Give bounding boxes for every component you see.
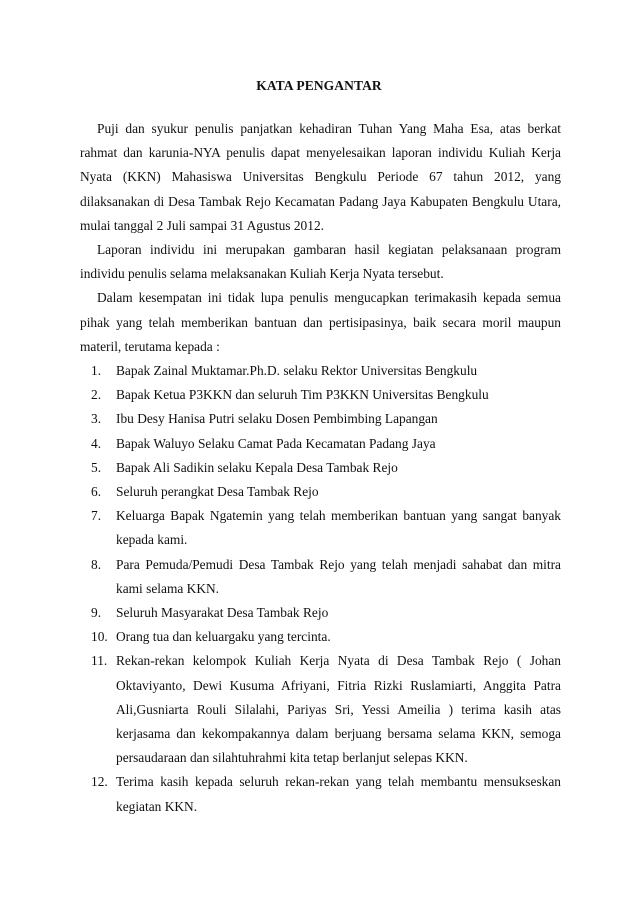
page-title: KATA PENGANTAR xyxy=(256,78,382,93)
list-item-text: Bapak Waluyo Selaku Camat Pada Kecamatan Padang Jaya xyxy=(116,435,436,451)
list-item xyxy=(80,601,561,625)
paragraph-report-description: Laporan individu ini merupakan gambaran hasil kegiatan pelaksanaan program individu penulis selama melaksanakan Kuliah Kerja Nyata tersebut. xyxy=(80,242,561,282)
list-item-number: 9. xyxy=(91,605,102,621)
list-item xyxy=(80,432,561,456)
list-item-number: 11. xyxy=(91,653,108,669)
list-item xyxy=(80,625,561,649)
list-item-text: Para Pemuda/Pemudi Desa Tambak Rejo yang telah menjadi sahabat dan mitra kami selama KKN. xyxy=(116,556,561,596)
list-item-text: Keluarga Bapak Ngatemin yang telah memberikan bantuan yang sangat banyak kepada kami. xyxy=(116,508,561,548)
list-item xyxy=(80,553,561,601)
list-item xyxy=(80,456,561,480)
list-item xyxy=(80,407,561,431)
list-item-number: 8. xyxy=(91,556,102,572)
list-item-number: 6. xyxy=(91,484,102,500)
list-item-text: Terima kasih kepada seluruh rekan-rekan yang telah membantu mensukseskan kegiatan KKN. xyxy=(116,774,561,814)
paragraph-acknowledgement: Dalam kesempatan ini tidak lupa penulis mengucapkan terimakasih kepada semua pihak yang telah memberikan bantuan dan pertisipasinya, baik secara moril maupun materil, terutama kepada : xyxy=(80,290,561,354)
paragraph-intro: Puji dan syukur penulis panjatkan kehadiran Tuhan Yang Maha Esa, atas berkat rahmat dan karunia-NYA penulis dapat menyelesaikan laporan individu Kuliah Kerja Nyata (KKN) Mahasiswa Universitas Bengkulu Periode 67 tahun 2012, yang dilaksanakan di Desa Tambak Rejo Kecamatan Padang Jaya Kabupaten Bengkulu Utara, mulai tanggal 2 Juli sampai 31 Agustus 2012. xyxy=(80,121,561,233)
list-item-number: 7. xyxy=(91,508,102,524)
list-item-text: Seluruh Masyarakat Desa Tambak Rejo xyxy=(116,605,329,621)
list-item xyxy=(80,383,561,407)
list-item-number: 2. xyxy=(91,387,102,403)
list-item-number: 1. xyxy=(91,363,102,379)
list-item-text: Bapak Ali Sadikin selaku Kepala Desa Tambak Rejo xyxy=(116,459,398,475)
acknowledgement-list xyxy=(80,359,561,819)
list-item-text: Seluruh perangkat Desa Tambak Rejo xyxy=(116,484,319,500)
document-body xyxy=(80,117,561,819)
list-item-number: 3. xyxy=(91,411,102,427)
list-item xyxy=(80,504,561,552)
list-item-number: 12. xyxy=(91,774,108,790)
list-item xyxy=(80,359,561,383)
list-item-text: Bapak Zainal Muktamar.Ph.D. selaku Rektor Universitas Bengkulu xyxy=(116,363,478,379)
list-item xyxy=(80,649,561,770)
list-item-number: 4. xyxy=(91,435,102,451)
list-item-number: 10. xyxy=(91,629,108,645)
list-item xyxy=(80,770,561,818)
list-item-text: Orang tua dan keluargaku yang tercinta. xyxy=(116,629,331,645)
list-item xyxy=(80,480,561,504)
list-item-text: Bapak Ketua P3KKN dan seluruh Tim P3KKN Universitas Bengkulu xyxy=(116,387,489,403)
list-item-text: Ibu Desy Hanisa Putri selaku Dosen Pembimbing Lapangan xyxy=(116,411,438,427)
list-item-number: 5. xyxy=(91,459,102,475)
list-item-text: Rekan-rekan kelompok Kuliah Kerja Nyata di Desa Tambak Rejo ( Johan Oktaviyanto, Dewi Kusuma Afriyani, Fitria Rizki Ruslamiarti, Anggita Patra Ali,Gusniarta Rouli Silalahi, Pariyas Sri, Yessi Ameilia ) terima kasih atas kerjasama dan kekompakannya dalam berjuang bersama selama KKN, semoga persaudaraan dan silahtuhrahmi kita tetap berlanjut selepas KKN. xyxy=(116,653,561,766)
